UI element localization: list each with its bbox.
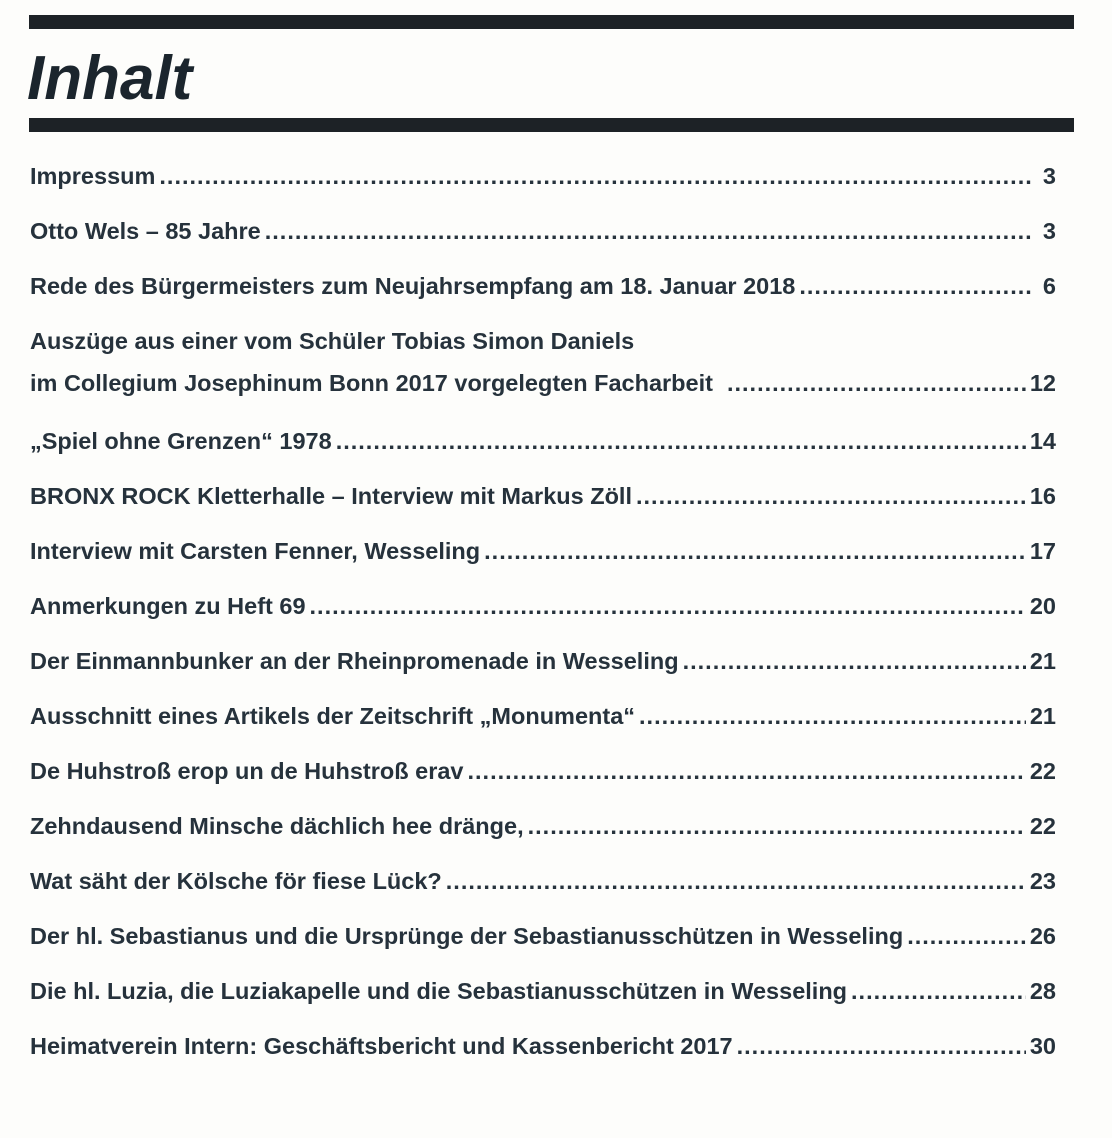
dot-leader — [484, 538, 1026, 565]
toc-entry-title: Der hl. Sebastianus und die Ursprünge der Sebastianusschützen in Wesseling — [30, 923, 904, 949]
toc-entry-title: Otto Wels – 85 Jahre — [30, 218, 261, 244]
dot-leader — [851, 978, 1026, 1005]
toc-entry-page: 16 — [1029, 483, 1056, 509]
toc-entry-page: 6 — [1042, 273, 1056, 299]
toc-entry — [30, 593, 1056, 648]
toc-entry — [30, 218, 1056, 273]
toc-entry-title: Interview mit Carsten Fenner, Wesseling — [30, 538, 481, 564]
dot-leader — [159, 163, 1032, 190]
dot-leader — [265, 218, 1032, 245]
toc-entry-title: Wat säht der Kölsche för fiese Lück? — [30, 868, 442, 894]
toc-entry-page: 22 — [1029, 758, 1056, 784]
toc-entry — [30, 648, 1056, 703]
toc-entry-page: 17 — [1029, 538, 1056, 564]
toc-entry-title: De Huhstroß erop un de Huhstroß erav — [30, 758, 464, 784]
toc-entry — [30, 868, 1056, 923]
toc-entry — [30, 923, 1056, 978]
toc-entry — [30, 273, 1056, 328]
toc-entry — [30, 428, 1056, 483]
toc-entry-page: 23 — [1029, 868, 1056, 894]
toc-entry — [30, 758, 1056, 813]
toc-entry-page: 3 — [1042, 218, 1056, 244]
toc-entry-second-line — [30, 370, 1056, 397]
toc-entry-title: Impressum — [30, 163, 156, 189]
toc-entry-page: 12 — [1029, 370, 1056, 396]
toc-entry — [30, 1033, 1056, 1088]
toc-entry-title-line2: im Collegium Josephinum Bonn 2017 vorgelegten Facharbeit — [30, 370, 713, 396]
toc-entry-title: Rede des Bürgermeisters zum Neujahrsempfang am 18. Januar 2018 — [30, 273, 796, 299]
toc-entry — [30, 813, 1056, 868]
toc-entry-title: Der Einmannbunker an der Rheinpromenade in Wesseling — [30, 648, 679, 674]
toc-entry-page: 20 — [1029, 593, 1056, 619]
dot-leader — [907, 923, 1026, 950]
toc-entry-title: Zehndausend Minsche dächlich hee dränge, — [30, 813, 524, 839]
dot-leader — [799, 273, 1032, 300]
toc-entry-page: 3 — [1042, 163, 1056, 189]
toc-entry-title: Die hl. Luzia, die Luziakapelle und die Sebastianusschützen in Wesseling — [30, 978, 848, 1004]
page-title: Inhalt — [27, 44, 193, 113]
toc-entry-page: 14 — [1029, 428, 1056, 454]
toc-entry-page: 30 — [1029, 1033, 1056, 1059]
toc-entry-page: 28 — [1029, 978, 1056, 1004]
dot-leader — [737, 1033, 1026, 1060]
toc-entry-title: Heimatverein Intern: Geschäftsbericht und Kassenbericht 2017 — [30, 1033, 733, 1059]
toc-entry-title: „Spiel ohne Grenzen“ 1978 — [30, 428, 332, 454]
toc-entry-page: 26 — [1029, 923, 1056, 949]
dot-leader — [727, 370, 1026, 397]
toc-entry — [30, 978, 1056, 1033]
toc-entry-title: Anmerkungen zu Heft 69 — [30, 593, 306, 619]
top-rule — [29, 15, 1074, 29]
toc-entry-page: 21 — [1029, 703, 1056, 729]
toc-entry — [30, 703, 1056, 758]
dot-leader — [639, 703, 1026, 730]
toc-entry-page: 21 — [1029, 648, 1056, 674]
table-of-contents — [30, 163, 1056, 1088]
toc-entry — [30, 163, 1056, 218]
dot-leader — [683, 648, 1026, 675]
toc-entry — [30, 538, 1056, 593]
toc-entry-title: Auszüge aus einer vom Schüler Tobias Simon Daniels — [30, 328, 635, 354]
dot-leader — [310, 593, 1026, 620]
toc-entry-title: BRONX ROCK Kletterhalle – Interview mit Markus Zöll — [30, 483, 632, 509]
dot-leader — [636, 483, 1026, 510]
dot-leader — [528, 813, 1026, 840]
dot-leader — [446, 868, 1026, 895]
toc-entry — [30, 328, 1056, 428]
toc-entry — [30, 483, 1056, 538]
toc-entry-page: 22 — [1029, 813, 1056, 839]
dot-leader — [336, 428, 1026, 455]
dot-leader — [468, 758, 1026, 785]
title-underline-rule — [29, 118, 1074, 132]
toc-entry-title: Ausschnitt eines Artikels der Zeitschrift „Monumenta“ — [30, 703, 636, 729]
